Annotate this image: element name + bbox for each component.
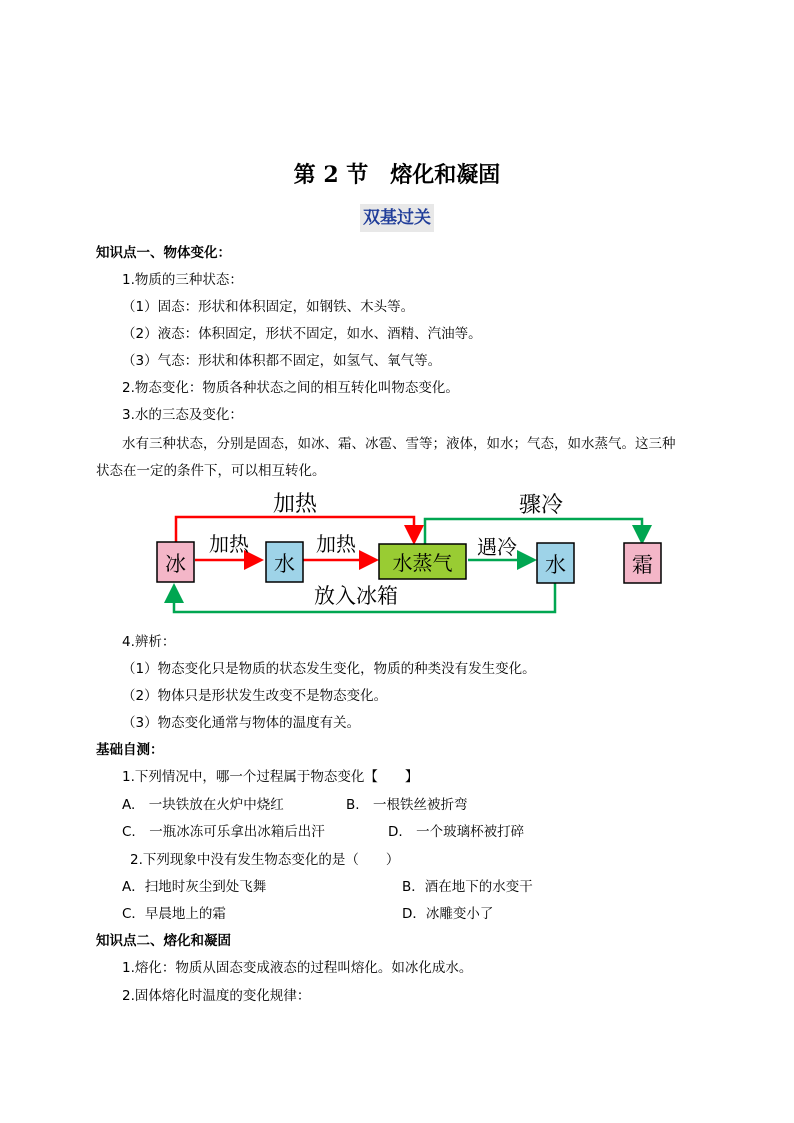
- s2-item1: 1.熔化：物质从固态变成液态的过程叫熔化。如冰化成水。: [122, 960, 473, 976]
- test-q1-b: B. 一根铁丝被折弯: [346, 797, 468, 813]
- test-q2-b: B．酒在地下的水变干: [402, 879, 533, 895]
- s1-item3: 3.水的三态及变化：: [122, 407, 243, 423]
- label-sudden-cool: 骤冷: [518, 493, 564, 518]
- box-ice: [157, 542, 194, 582]
- test-q2-a: A．扫地时灰尘到处飞舞: [122, 879, 267, 895]
- label-freezer: 放入冰箱: [314, 584, 398, 608]
- s2-item2: 2.固体熔化时温度的变化规律：: [122, 988, 311, 1004]
- section2-heading: 知识点二、熔化和凝固: [96, 933, 231, 949]
- box-ice-label: 冰: [165, 552, 186, 576]
- box-vapor-label: 水蒸气: [392, 551, 453, 575]
- label-heat1: 加热: [209, 532, 249, 556]
- s1-item1-sub2: （2）液态：体积固定，形状不固定，如水、酒精、汽油等。: [122, 326, 482, 342]
- state-change-diagram: [0, 480, 794, 630]
- sudden-cool-arrow: [425, 519, 642, 544]
- test-heading: 基础自测：: [96, 742, 164, 758]
- s1-item4-sub2: （2）物体只是形状发生改变不是物态变化。: [122, 688, 388, 704]
- test-q2: 2.下列现象中没有发生物态变化的是（ ）: [130, 852, 400, 868]
- subtitle: 双基过关: [360, 204, 434, 232]
- test-q1-d: D. 一个玻璃杯被打碎: [388, 824, 525, 840]
- s1-item1-sub1: （1）固态：形状和体积固定，如钢铁、木头等。: [122, 299, 415, 315]
- subtitle-wrap: [0, 204, 794, 232]
- test-q1-a: A. 一块铁放在火炉中烧红: [122, 797, 284, 813]
- s1-item4-sub3: （3）物态变化通常与物体的温度有关。: [122, 715, 361, 731]
- test-q1: 1.下列情况中，哪一个过程属于物态变化【 】: [122, 769, 419, 785]
- s1-item4: 4.辨析：: [122, 634, 176, 650]
- s1-item4-sub1: （1）物态变化只是物质的状态发生变化，物质的种类没有发生变化。: [122, 661, 536, 677]
- s1-item1-sub3: （3）气态：形状和体积都不固定，如氢气、氧气等。: [122, 353, 442, 369]
- box-vapor: [379, 544, 466, 579]
- section1-heading: 知识点一、物体变化：: [96, 245, 231, 261]
- test-q2-d: D．冰雕变小了: [402, 906, 494, 922]
- label-heat-top: 加热: [272, 492, 318, 517]
- s1-item2: 2.物态变化：物质各种状态之间的相互转化叫物态变化。: [122, 380, 459, 396]
- s1-item1: 1.物质的三种状态：: [122, 272, 243, 288]
- test-q2-c: C．早晨地上的霜: [122, 906, 226, 922]
- box-water1-label: 水: [274, 552, 295, 576]
- box-water2: [537, 543, 574, 583]
- box-water2-label: 水: [545, 553, 566, 577]
- box-frost: [624, 543, 661, 583]
- box-frost-label: 霜: [632, 553, 653, 577]
- page-title: 第 2 节 熔化和凝固: [293, 162, 501, 188]
- s1-para-line1: 水有三种状态，分别是固态，如冰、霜、冰雹、雪等；液体，如水；气态，如水蒸气。这三种: [122, 436, 676, 452]
- label-heat2: 加热: [316, 532, 356, 556]
- s1-para-line2: 状态在一定的条件下，可以相互转化。: [96, 463, 326, 479]
- label-cool: 遇冷: [477, 535, 517, 559]
- test-q1-c: C. 一瓶冰冻可乐拿出冰箱后出汗: [122, 824, 325, 840]
- box-water1: [266, 542, 303, 582]
